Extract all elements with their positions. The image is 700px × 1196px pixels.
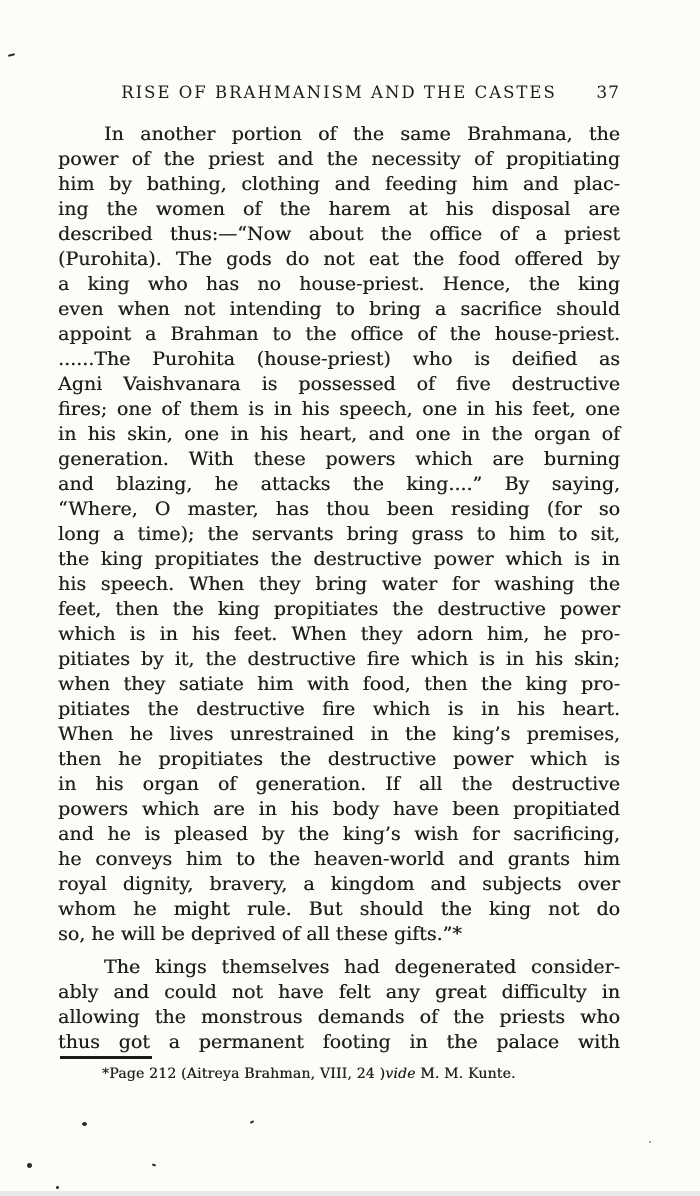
text-line: fires; one of them is in his speech, one in his feet, one: [58, 398, 620, 420]
text-line: the king propitiates the destructive power which is in: [58, 548, 620, 570]
footnote-text-pre: *Page 212 (Aitreya Brahman, VIII, 24 ): [102, 1066, 386, 1082]
text-line: ing the women of the harem at his disposal are: [58, 198, 620, 220]
text-line: power of the priest and the necessity of propitiating: [58, 148, 620, 170]
text-line: ......The Purohita (house-priest) who is deified as: [58, 348, 620, 370]
text-line: The kings themselves had degenerated consider-: [104, 956, 620, 978]
footnote-rule: [60, 1056, 152, 1059]
scan-speck: [27, 1163, 32, 1168]
scan-speck: [152, 1163, 156, 1166]
text-line: In another portion of the same Brahmana, the: [104, 123, 620, 145]
text-line: then he propitiates the destructive power which is: [58, 748, 620, 770]
scan-bottom-edge: [0, 1191, 700, 1196]
text-line: (Purohita). The gods do not eat the food offered by: [58, 248, 620, 270]
text-line: and blazing, he attacks the king....” By saying,: [58, 473, 620, 495]
footnote-text-post: M. M. Kunte.: [415, 1066, 516, 1082]
text-line: generation. With these powers which are burning: [58, 448, 620, 470]
text-line: a king who has no house-priest. Hence, the king: [58, 273, 620, 295]
scan-speck: [250, 1120, 254, 1124]
text-line: “Where, O master, has thou been residing (for so: [58, 498, 620, 520]
text-line: pitiates the destructive fire which is in his heart.: [58, 698, 620, 720]
text-line: in his skin, one in his heart, and one in the organ of: [58, 423, 620, 445]
text-line: long a time); the servants bring grass to him to sit,: [58, 523, 620, 545]
text-line: allowing the monstrous demands of the priests who: [58, 1006, 620, 1028]
text-line: he conveys him to the heaven-world and grants him: [58, 848, 620, 870]
text-line: so, he will be deprived of all these gifts.”*: [58, 923, 462, 945]
scan-speck: [8, 53, 15, 57]
scan-speck: [649, 1141, 651, 1143]
text-line: which is in his feet. When they adorn him, he pro-: [58, 623, 620, 645]
text-line: feet, then the king propitiates the destructive power: [58, 598, 620, 620]
text-line: royal dignity, bravery, a kingdom and subjects over: [58, 873, 620, 895]
text-line: described thus:—“Now about the office of a priest: [58, 223, 620, 245]
running-head: [58, 83, 620, 105]
text-line: his speech. When they bring water for washing the: [58, 573, 620, 595]
text-line: and he is pleased by the king’s wish for sacrificing,: [58, 823, 620, 845]
scan-speck: [56, 1186, 59, 1189]
paragraph-1: [58, 122, 620, 947]
text-line: him by bathing, clothing and feeding him and plac-: [58, 173, 620, 195]
footnote-vide: vide: [385, 1066, 416, 1082]
text-line: powers which are in his body have been propitiated: [58, 798, 620, 820]
text-line: When he lives unrestrained in the king’s premises,: [58, 723, 620, 745]
text-line: even when not intending to bring a sacrifice should: [58, 298, 620, 320]
paragraph-2: [58, 955, 620, 1055]
text-line: when they satiate him with food, then the king pro-: [58, 673, 620, 695]
text-line: thus got a permanent footing in the palace with: [58, 1031, 620, 1053]
body-text: [58, 122, 620, 1055]
footnote: [102, 1066, 572, 1082]
text-line: appoint a Brahman to the office of the house-priest.: [58, 323, 620, 345]
scan-speck: [82, 1122, 87, 1126]
text-line: ably and could not have felt any great difficulty in: [58, 981, 620, 1003]
page-number: 37: [596, 83, 620, 103]
text-line: in his organ of generation. If all the destructive: [58, 773, 620, 795]
text-line: whom he might rule. But should the king not do: [58, 898, 620, 920]
text-line: pitiates by it, the destructive fire which is in his skin;: [58, 648, 620, 670]
text-line: Agni Vaishvanara is possessed of five destructive: [58, 373, 620, 395]
running-title: RISE OF BRAHMANISM AND THE CASTES: [121, 83, 557, 102]
